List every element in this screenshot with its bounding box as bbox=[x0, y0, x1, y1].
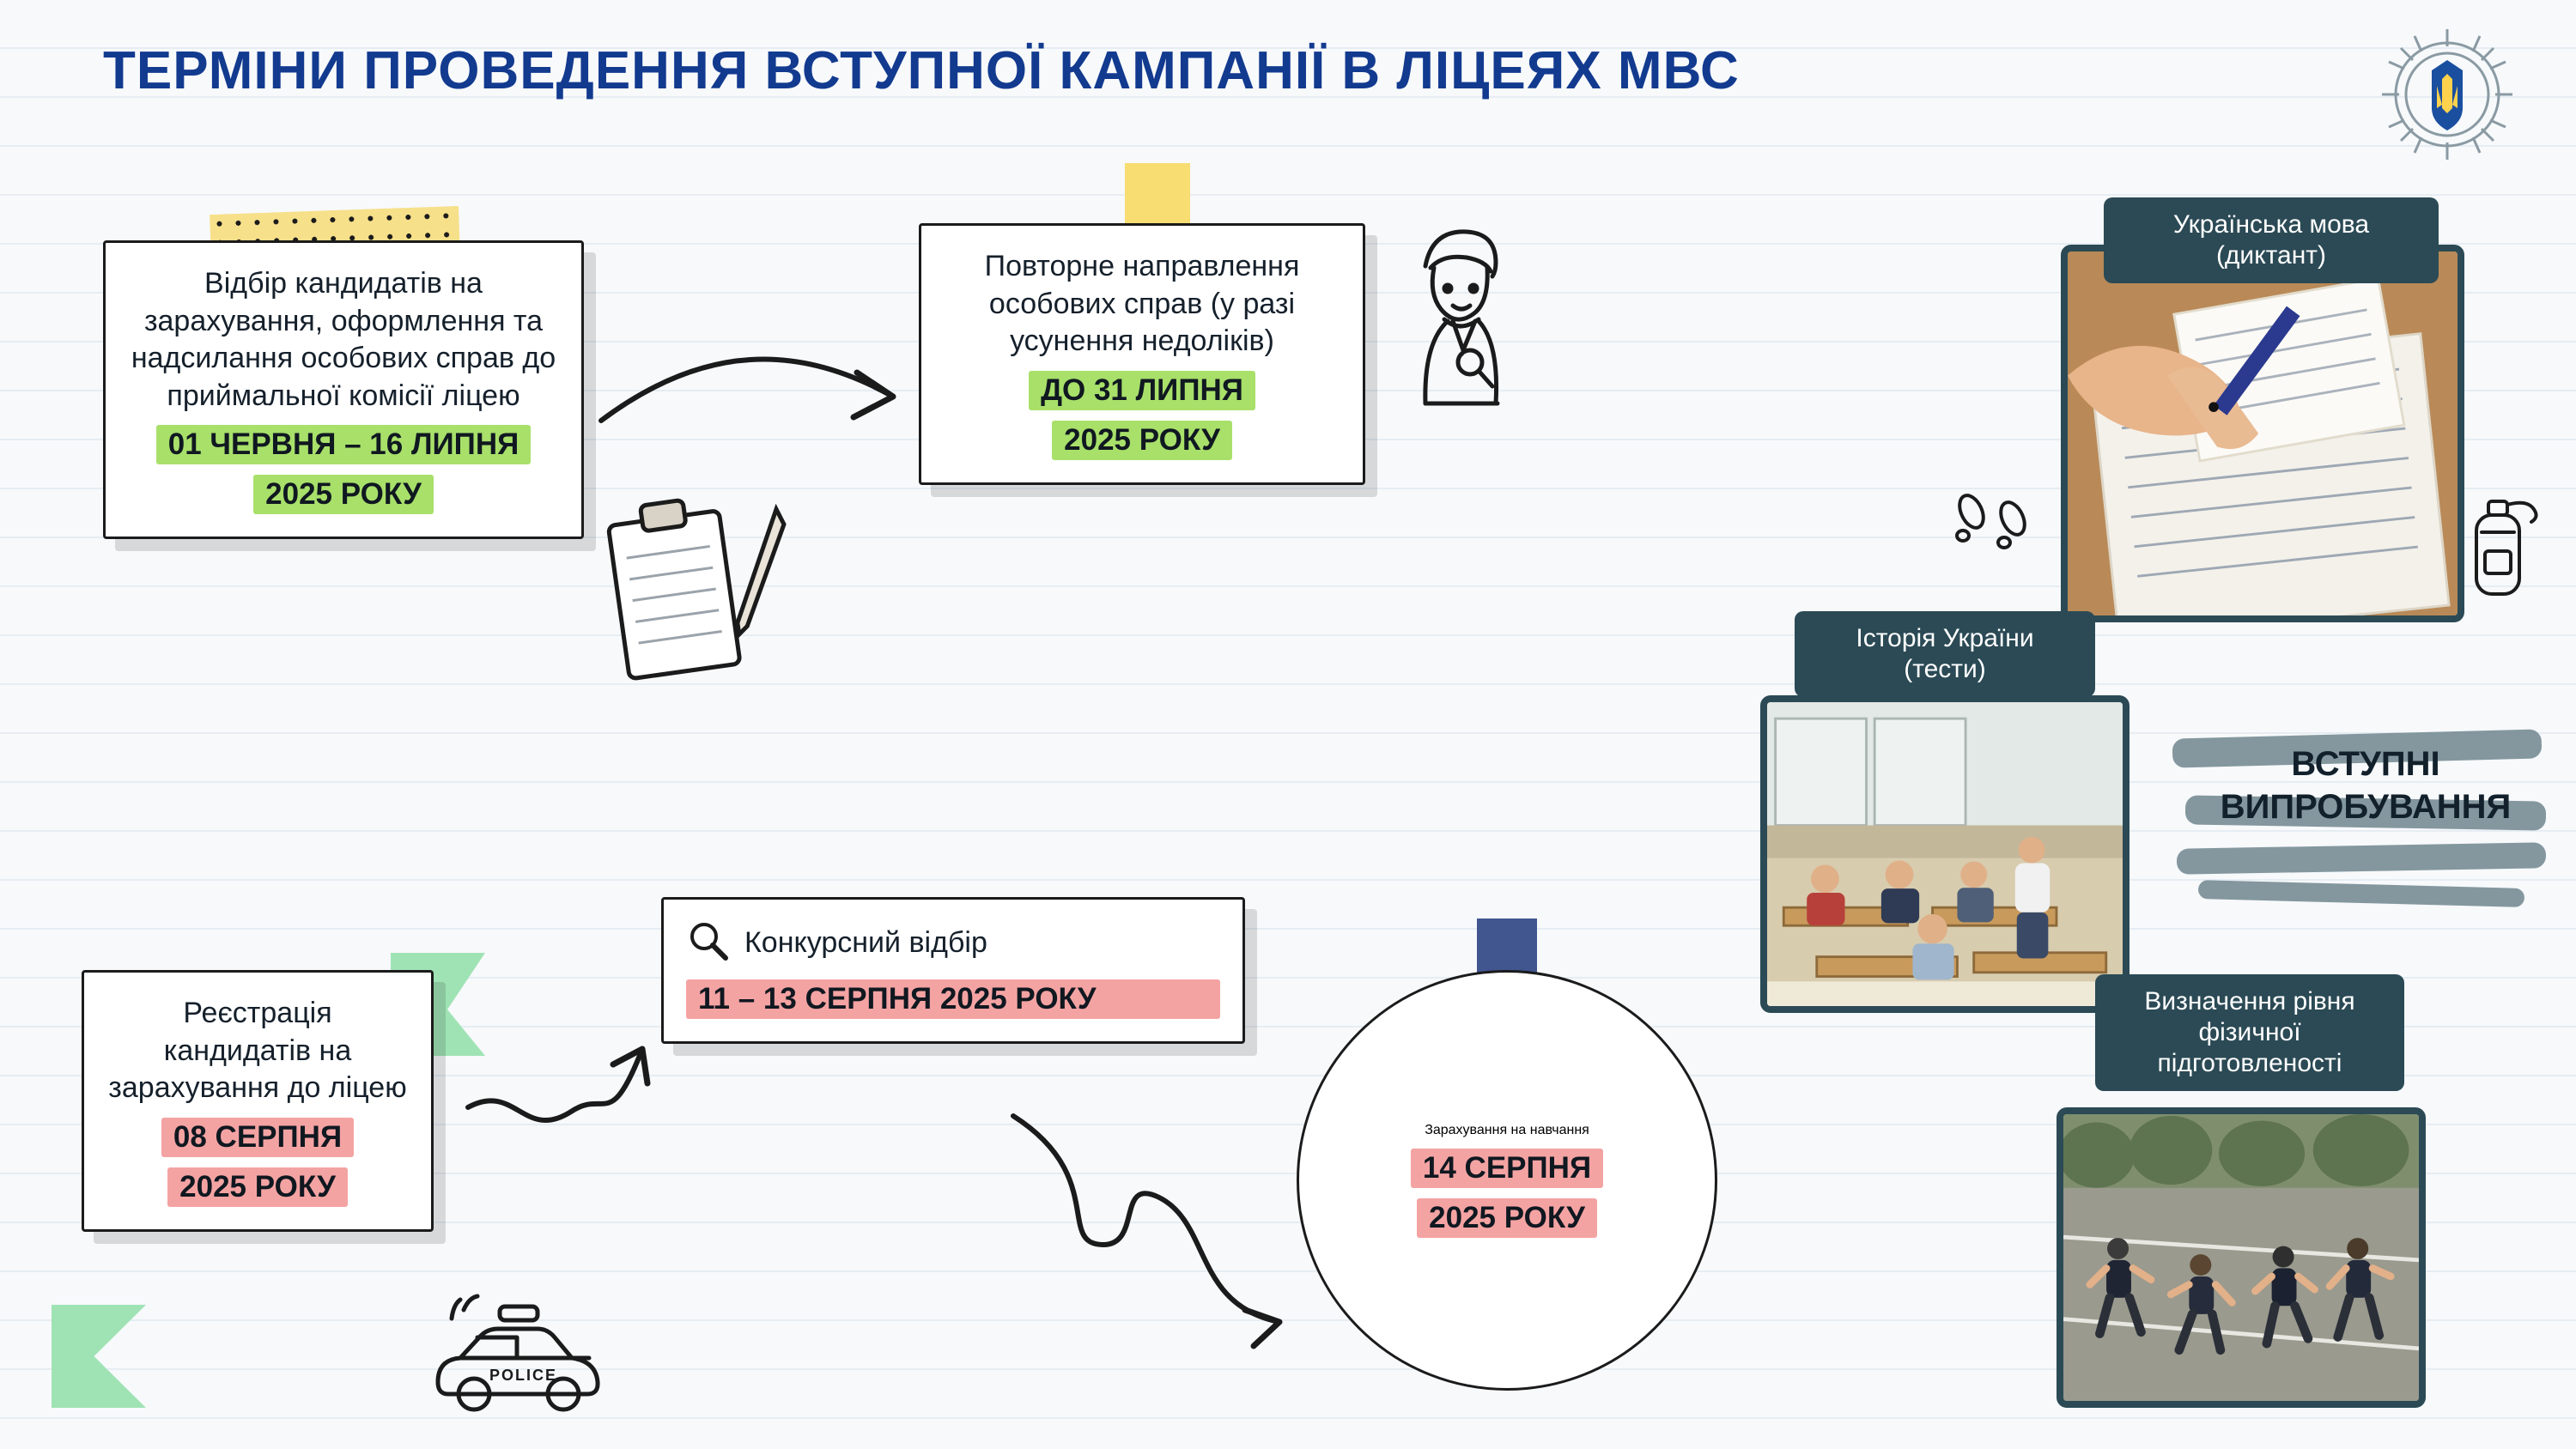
exam-label-dictation: Українська мова (диктант) bbox=[2104, 197, 2439, 283]
paint-stroke-4 bbox=[2198, 880, 2524, 907]
exams-heading bbox=[2181, 743, 2550, 828]
clipboard-and-pen-doodle bbox=[592, 481, 790, 708]
step-selection-date-2: 2025 РОКУ bbox=[253, 475, 434, 514]
exam-label-fitness: Визначення рівня фізичної підготовленості bbox=[2095, 974, 2404, 1091]
footprints-doodle bbox=[1949, 481, 2044, 562]
step-selection-text: Відбір кандидатів на зарахування, оформлення та надсилання особових справ до приймальної комісії ліцею bbox=[131, 267, 556, 412]
step-selection-date-1: 01 ЧЕРВНЯ – 16 ЛИПНЯ bbox=[156, 425, 532, 464]
photo-history bbox=[1760, 695, 2129, 1013]
boy-with-magnifier-doodle bbox=[1374, 215, 1546, 416]
photo-dictation bbox=[2061, 245, 2464, 622]
photo-fitness bbox=[2057, 1107, 2426, 1408]
step-card-competition bbox=[661, 897, 1245, 1044]
step-registration-text: Реєстрація кандидатів на зарахування до ліцею bbox=[108, 997, 407, 1105]
step-enrollment-text: Зарахування на навчання bbox=[1425, 1123, 1589, 1137]
step-card-selection bbox=[103, 240, 584, 539]
step-card-registration bbox=[82, 970, 434, 1232]
paint-stroke-3 bbox=[2177, 842, 2546, 875]
page-title: ТЕРМІНИ ПРОВЕДЕННЯ ВСТУПНОЇ КАМПАНІЇ В ЛІЦЕЯХ МВС bbox=[103, 41, 1740, 100]
step-enrollment-date-1: 14 СЕРПНЯ bbox=[1411, 1149, 1603, 1188]
magnifier-icon bbox=[686, 919, 731, 967]
step-card-enrollment bbox=[1297, 970, 1717, 1391]
mvs-emblem-icon bbox=[2379, 26, 2516, 163]
green-tape-bottom bbox=[52, 1305, 146, 1408]
police-car-doodle bbox=[421, 1288, 618, 1421]
step-competition-date-1: 11 – 13 СЕРПНЯ 2025 РОКУ bbox=[686, 979, 1220, 1019]
step-resend-date-2: 2025 РОКУ bbox=[1052, 421, 1232, 460]
exams-heading-line2: ВИПРОБУВАННЯ bbox=[2220, 788, 2512, 826]
step-resend-date-1: ДО 31 ЛИПНЯ bbox=[1029, 371, 1255, 410]
svg-text:POLICE: POLICE bbox=[489, 1367, 558, 1384]
exam-label-history: Історія України (тести) bbox=[1795, 611, 2095, 697]
step-card-resend bbox=[919, 223, 1365, 485]
step-enrollment-date-2: 2025 РОКУ bbox=[1417, 1198, 1597, 1238]
step-registration-date-2: 2025 РОКУ bbox=[167, 1167, 348, 1207]
exams-heading-line1: ВСТУПНІ bbox=[2291, 745, 2440, 783]
step-registration-date-1: 08 СЕРПНЯ bbox=[161, 1118, 354, 1157]
step-resend-text: Повторне направлення особових справ (у разі усунення недоліків) bbox=[984, 250, 1300, 358]
step-competition-text: Конкурсний відбір bbox=[744, 926, 987, 959]
